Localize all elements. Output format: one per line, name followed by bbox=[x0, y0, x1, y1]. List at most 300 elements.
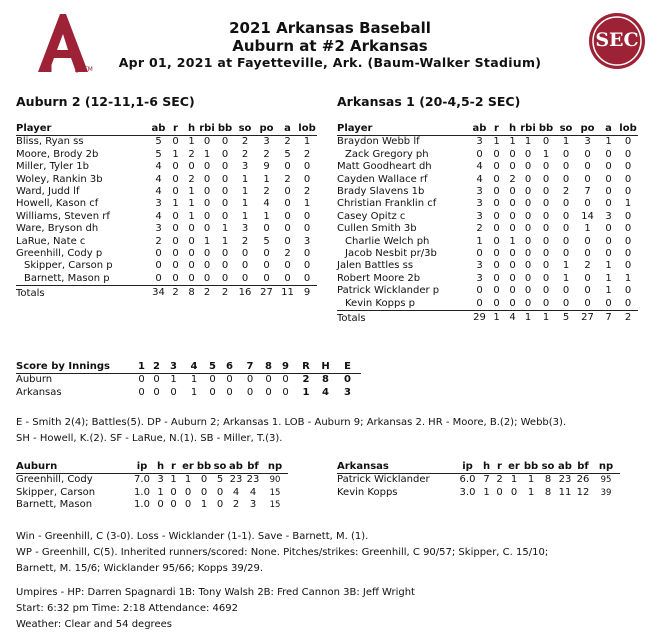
column-header-bb: bb bbox=[215, 123, 235, 136]
player-name: Cayden Wallace rf bbox=[337, 173, 428, 185]
column-header-a: a bbox=[278, 123, 297, 136]
stat-cell: 3.0 bbox=[459, 486, 476, 498]
stat-cell: 0 bbox=[562, 161, 570, 173]
column-header-po: po bbox=[255, 123, 278, 136]
totals-cell: 11 bbox=[281, 287, 294, 299]
stat-cell: 0 bbox=[221, 136, 229, 148]
inning-score: 0 bbox=[153, 374, 160, 386]
totals-cell: 2 bbox=[172, 287, 179, 299]
stat-cell: 2 bbox=[263, 186, 270, 198]
stat-cell: 3 bbox=[605, 210, 612, 222]
stat-cell: 0 bbox=[303, 260, 311, 272]
stat-cell: 0 bbox=[524, 186, 532, 198]
player-name: Ware, Bryson dh bbox=[16, 223, 99, 235]
totals-cell: 1 bbox=[542, 312, 550, 324]
stat-cell: 0 bbox=[509, 186, 516, 198]
batting-row bbox=[337, 223, 638, 235]
stat-cell: 0 bbox=[584, 198, 591, 210]
column-header-bf: bf bbox=[244, 461, 262, 474]
stat-cell: 1 bbox=[483, 486, 490, 498]
stat-cell: 0 bbox=[170, 486, 177, 498]
totals-cell: 27 bbox=[260, 287, 273, 299]
stat-cell: 0 bbox=[509, 210, 516, 222]
column-header-so: so bbox=[235, 123, 255, 136]
column-header-ip: ip bbox=[130, 461, 154, 474]
stat-cell: 1 bbox=[493, 136, 500, 148]
totals-row bbox=[16, 286, 317, 301]
stat-cell: 0 bbox=[167, 273, 184, 286]
linescore-team: Arkansas bbox=[16, 386, 62, 398]
umpires-line: Umpires - HP: Darren Spagnardi 1B: Tony Walsh 2B: Fred Cannon 3B: Jeff Wright bbox=[16, 587, 415, 598]
rhe-value: 3 bbox=[344, 386, 351, 398]
stat-cell: 0 bbox=[203, 223, 211, 235]
stat-cell: 0 bbox=[241, 248, 249, 260]
totals-cell: 2 bbox=[203, 287, 211, 299]
stat-cell: 0 bbox=[221, 173, 229, 185]
stat-cell: 2 bbox=[284, 136, 291, 148]
stat-cell: 0 bbox=[509, 260, 516, 272]
column-header-lob: lob bbox=[298, 123, 316, 134]
game-matchup: Auburn at #2 Arkansas bbox=[232, 37, 428, 55]
linescore-heading: Score by Innings bbox=[16, 361, 134, 374]
batting-row bbox=[337, 186, 638, 198]
stat-cell: 1 bbox=[303, 136, 311, 148]
stat-cell: 0 bbox=[471, 298, 488, 311]
stat-cell: 4 bbox=[155, 186, 162, 198]
stat-cell: 0 bbox=[188, 235, 195, 247]
stat-cell: 0 bbox=[562, 210, 570, 222]
column-header-r: r bbox=[167, 123, 184, 136]
stat-cell: 0 bbox=[505, 298, 520, 311]
stat-cell: 0 bbox=[221, 210, 229, 222]
stat-cell: 1.0 bbox=[134, 499, 150, 511]
pitcher-name: Patrick Wicklander bbox=[337, 474, 430, 486]
stat-cell: 1 bbox=[562, 136, 570, 148]
stat-cell: 0 bbox=[536, 298, 556, 311]
stat-cell: 0 bbox=[172, 260, 179, 272]
pitcher-name: Kevin Kopps bbox=[337, 486, 398, 498]
stat-cell: 0 bbox=[524, 223, 532, 235]
batting-row bbox=[16, 248, 317, 260]
stat-cell: 0 bbox=[493, 235, 500, 247]
stat-cell: 1 bbox=[605, 272, 612, 284]
stat-cell: 0 bbox=[624, 173, 632, 185]
stat-cell: 0 bbox=[184, 486, 192, 498]
stat-cell: 0 bbox=[542, 235, 550, 247]
inning-score: 0 bbox=[265, 374, 272, 386]
stat-cell: 1 bbox=[562, 260, 570, 272]
inning-header: 3 bbox=[164, 361, 183, 374]
pitching-team-heading: Arkansas bbox=[337, 461, 455, 474]
linescore-team: Auburn bbox=[16, 374, 53, 386]
stat-cell: 0 bbox=[263, 248, 270, 260]
column-header-player: Player bbox=[337, 123, 471, 136]
player-name: Howell, Kason cf bbox=[16, 198, 99, 210]
stat-cell: 95 bbox=[600, 475, 612, 486]
stat-cell: 4 bbox=[249, 486, 257, 498]
stat-cell: 0 bbox=[562, 148, 570, 160]
stat-cell: 0 bbox=[284, 260, 291, 272]
stat-cell: 0 bbox=[524, 248, 532, 260]
totals-cell: 2 bbox=[221, 287, 229, 299]
stat-cell: 1 bbox=[624, 198, 632, 210]
away-pitching-table bbox=[16, 461, 288, 512]
column-header-r: r bbox=[167, 461, 180, 474]
totals-label: Totals bbox=[16, 288, 45, 300]
stat-cell: 0 bbox=[509, 198, 516, 210]
inning-score: 0 bbox=[246, 374, 254, 386]
stat-cell: 1 bbox=[584, 223, 591, 235]
stat-cell: 0 bbox=[284, 223, 291, 235]
batting-row bbox=[337, 161, 638, 173]
stat-cell: 2 bbox=[241, 235, 249, 247]
stat-cell: 0 bbox=[605, 161, 612, 173]
stat-cell: 3 bbox=[476, 186, 483, 198]
inning-score: 0 bbox=[226, 374, 233, 386]
stat-cell: 0 bbox=[284, 186, 291, 198]
wp-pitches-line: WP - Greenhill, C(5). Inherited runners/scored: None. Pitches/strikes: Greenhill, C 90/57; Skipper, C. 15/10; bbox=[16, 547, 549, 558]
stat-cell: 0 bbox=[524, 198, 532, 210]
pitching-row bbox=[16, 499, 288, 511]
stat-cell: 90 bbox=[269, 475, 281, 486]
stat-cell: 7 bbox=[584, 186, 591, 198]
stat-cell: 0 bbox=[562, 223, 570, 235]
stat-cell: 0 bbox=[203, 186, 211, 198]
stat-cell: 0 bbox=[493, 272, 500, 284]
stat-cell: 3 bbox=[155, 223, 162, 235]
stat-cell: 3 bbox=[476, 260, 483, 272]
stat-cell: 0 bbox=[584, 235, 591, 247]
stat-cell: 6.0 bbox=[459, 474, 476, 486]
stat-cell: 0 bbox=[520, 298, 536, 311]
stat-cell: 0 bbox=[605, 235, 612, 247]
stat-cell: 0 bbox=[303, 248, 311, 260]
home-team-heading: Arkansas 1 (20-4,5-2 SEC) bbox=[337, 94, 521, 109]
stat-cell: 1 bbox=[172, 148, 179, 160]
stat-cell: 1 bbox=[524, 136, 532, 148]
batting-row bbox=[337, 174, 638, 186]
stat-cell: 0 bbox=[576, 298, 599, 311]
decisions-line: Win - Greenhill, C (3-0). Loss - Wicklander (1-1). Save - Barnett, M. (1). bbox=[16, 531, 369, 542]
stat-cell: 0 bbox=[303, 223, 311, 235]
stat-cell: 0 bbox=[172, 173, 179, 185]
stat-cell: 2 bbox=[241, 148, 249, 160]
stat-cell: 0 bbox=[605, 198, 612, 210]
stat-cell: 1 bbox=[188, 210, 195, 222]
batting-row bbox=[337, 298, 638, 311]
inning-score: 0 bbox=[282, 386, 289, 398]
stat-cell: 0 bbox=[235, 273, 255, 286]
stat-cell: 0 bbox=[188, 223, 195, 235]
column-header-h: h bbox=[480, 461, 493, 474]
player-name: Brady Slavens 1b bbox=[337, 186, 425, 198]
player-name: Patrick Wicklander p bbox=[337, 285, 440, 297]
stat-cell: 0 bbox=[297, 273, 317, 286]
player-name: Bliss, Ryan ss bbox=[16, 136, 84, 148]
stat-cell: 0 bbox=[599, 298, 618, 311]
totals-label: Totals bbox=[337, 313, 366, 325]
stat-cell: 11 bbox=[558, 486, 572, 498]
stat-cell: 3 bbox=[584, 136, 591, 148]
column-header-bf: bf bbox=[574, 461, 592, 474]
batting-row bbox=[337, 248, 638, 260]
stat-cell: 0 bbox=[542, 173, 550, 185]
column-header-ab: ab bbox=[151, 123, 166, 134]
batting-row bbox=[16, 223, 317, 235]
rhe-header: H bbox=[317, 361, 334, 374]
totals-cell: 29 bbox=[473, 312, 486, 324]
stat-cell: 0 bbox=[524, 148, 532, 160]
stat-cell: 3 bbox=[241, 223, 249, 235]
totals-cell: 27 bbox=[581, 312, 594, 324]
stat-cell: 1 bbox=[200, 499, 208, 511]
stat-cell: 0 bbox=[263, 260, 270, 272]
batting-row bbox=[337, 273, 638, 285]
stat-cell: 0 bbox=[278, 273, 297, 286]
stat-cell: 1 bbox=[203, 148, 211, 160]
inning-score: 1 bbox=[190, 386, 198, 398]
stat-cell: 1 bbox=[203, 235, 211, 247]
stat-cell: 4 bbox=[155, 210, 162, 222]
stat-cell: 5 bbox=[155, 136, 162, 148]
stat-cell: 0 bbox=[524, 235, 532, 247]
stat-cell: 0 bbox=[172, 223, 179, 235]
stat-cell: 0 bbox=[221, 148, 229, 160]
stat-cell: 2 bbox=[241, 136, 249, 148]
pitcher-name: Barnett, Mason bbox=[16, 499, 93, 511]
rhe-value: 2 bbox=[302, 374, 310, 386]
stat-cell: 7 bbox=[483, 474, 490, 486]
stat-cell: 0 bbox=[584, 272, 591, 284]
stat-cell: 3 bbox=[476, 198, 483, 210]
stat-cell: 0 bbox=[203, 260, 211, 272]
stat-cell: 0 bbox=[172, 235, 179, 247]
stat-cell: 0 bbox=[542, 272, 550, 284]
stat-cell: 0 bbox=[556, 298, 576, 311]
stat-cell: 2 bbox=[584, 260, 591, 272]
pitching-row bbox=[337, 487, 620, 499]
stat-cell: 4 bbox=[263, 198, 270, 210]
stat-cell: 0 bbox=[584, 285, 591, 297]
stat-cell: 8 bbox=[544, 474, 552, 486]
stat-cell: 1 bbox=[263, 173, 270, 185]
player-name: Barnett, Mason p bbox=[16, 273, 150, 286]
player-name: Robert Moore 2b bbox=[337, 272, 421, 284]
stat-cell: 0 bbox=[157, 499, 164, 511]
stat-cell: 4 bbox=[155, 161, 162, 173]
column-header-rbi: rbi bbox=[520, 123, 536, 134]
stat-cell: 0 bbox=[170, 499, 177, 511]
pitcher-name: Skipper, Carson bbox=[16, 486, 96, 498]
stat-cell: 0 bbox=[493, 186, 500, 198]
stat-cell: 0 bbox=[542, 186, 550, 198]
column-header-ip: ip bbox=[455, 461, 480, 474]
stat-cell: 0 bbox=[562, 173, 570, 185]
linescore-row bbox=[16, 387, 361, 399]
stat-cell: 0 bbox=[284, 210, 291, 222]
player-name: Moore, Brody 2b bbox=[16, 148, 99, 160]
stat-cell: 0 bbox=[203, 210, 211, 222]
column-header-ab: ab bbox=[556, 461, 574, 474]
batting-row bbox=[16, 273, 317, 286]
player-name: Woley, Rankin 3b bbox=[16, 173, 103, 185]
stat-cell: 1 bbox=[542, 148, 550, 160]
stat-cell: 0 bbox=[524, 285, 532, 297]
column-header-bb: bb bbox=[536, 123, 556, 136]
totals-cell: 8 bbox=[188, 287, 195, 299]
stat-cell: 0 bbox=[562, 248, 570, 260]
totals-cell: 4 bbox=[509, 312, 516, 324]
stat-cell: 3 bbox=[157, 474, 164, 486]
rhe-value: 0 bbox=[344, 374, 351, 386]
stat-cell: 0 bbox=[150, 273, 167, 286]
player-name: Ward, Judd lf bbox=[16, 186, 80, 198]
stat-cell: 0 bbox=[562, 198, 570, 210]
player-name: Braydon Webb lf bbox=[337, 136, 420, 148]
stat-cell: 1 bbox=[157, 486, 164, 498]
stat-cell: 0 bbox=[203, 173, 211, 185]
column-header-ab: ab bbox=[472, 123, 487, 134]
inning-score: 1 bbox=[190, 374, 198, 386]
stat-cell: 0 bbox=[624, 223, 632, 235]
stat-cell: 0 bbox=[172, 161, 179, 173]
totals-cell: 16 bbox=[238, 287, 252, 299]
stat-cell: 0 bbox=[215, 273, 235, 286]
stat-cell: 0 bbox=[203, 161, 211, 173]
stat-cell: 26 bbox=[576, 474, 590, 486]
stat-cell: 15 bbox=[269, 487, 281, 498]
column-header-np: np bbox=[262, 461, 288, 474]
stat-cell: 1 bbox=[221, 235, 229, 247]
stat-cell: 0 bbox=[199, 273, 215, 286]
stat-cell: 2 bbox=[263, 148, 270, 160]
stat-cell: 0 bbox=[200, 486, 208, 498]
stat-cell: 1 bbox=[605, 285, 612, 297]
player-name: Casey Opitz c bbox=[337, 210, 406, 222]
batting-row bbox=[16, 198, 317, 210]
batting-row bbox=[337, 149, 638, 161]
column-header-ab: ab bbox=[229, 461, 243, 472]
stat-cell: 0 bbox=[493, 285, 500, 297]
stat-cell: 0 bbox=[476, 248, 483, 260]
stat-cell: 0 bbox=[509, 272, 516, 284]
stat-cell: 5 bbox=[216, 474, 224, 486]
stat-cell: 0 bbox=[524, 161, 532, 173]
linescore-table bbox=[16, 361, 361, 399]
stat-cell: 0 bbox=[542, 136, 550, 148]
inning-score: 1 bbox=[170, 374, 177, 386]
stat-cell: 0 bbox=[524, 272, 532, 284]
inning-header: 6 bbox=[220, 361, 239, 374]
inning-score: 0 bbox=[209, 374, 216, 386]
stat-cell: 1 bbox=[527, 474, 535, 486]
away-team-heading: Auburn 2 (12-11,1-6 SEC) bbox=[16, 94, 195, 109]
stat-cell: 0 bbox=[605, 186, 612, 198]
stat-cell: 0 bbox=[476, 148, 483, 160]
column-header-h: h bbox=[505, 123, 520, 136]
inning-score: 0 bbox=[282, 374, 289, 386]
column-header-r: r bbox=[488, 123, 505, 136]
stat-cell: 1 bbox=[605, 136, 612, 148]
inning-score: 0 bbox=[209, 386, 216, 398]
stat-cell: 0 bbox=[303, 210, 311, 222]
stat-cell: 0 bbox=[624, 248, 632, 260]
stat-cell: 0 bbox=[542, 260, 550, 272]
batting-row bbox=[337, 136, 638, 149]
pitcher-name: Greenhill, Cody bbox=[16, 474, 93, 486]
stat-cell: 1 bbox=[241, 210, 249, 222]
totals-cell: 1 bbox=[493, 312, 500, 324]
stat-cell: 0 bbox=[624, 148, 632, 160]
stat-cell: 0 bbox=[221, 186, 229, 198]
stat-cell: 1 bbox=[562, 272, 570, 284]
stat-cell: 3 bbox=[303, 235, 311, 247]
inning-score: 0 bbox=[138, 386, 145, 398]
stat-cell: 2 bbox=[303, 186, 311, 198]
column-header-so: so bbox=[541, 461, 555, 472]
stat-cell: 1 bbox=[476, 235, 483, 247]
stat-cell: 0 bbox=[203, 198, 211, 210]
stat-cell: 0 bbox=[172, 136, 179, 148]
totals-cell: 1 bbox=[524, 312, 532, 324]
stat-cell: 9 bbox=[263, 161, 270, 173]
stat-cell: 1 bbox=[188, 136, 195, 148]
stat-cell: 0 bbox=[188, 248, 195, 260]
stat-cell: 0 bbox=[624, 260, 632, 272]
stat-cell: 0 bbox=[155, 260, 162, 272]
player-name: Jacob Nesbit pr/3b bbox=[345, 248, 437, 260]
batting-row bbox=[16, 236, 317, 248]
column-header-rbi: rbi bbox=[199, 123, 215, 134]
stat-cell: 0 bbox=[493, 223, 500, 235]
stat-cell: 0 bbox=[496, 486, 503, 498]
stat-cell: 0 bbox=[584, 248, 591, 260]
stat-cell: 0 bbox=[284, 161, 291, 173]
inning-score: 0 bbox=[246, 386, 254, 398]
stat-cell: 3 bbox=[476, 272, 483, 284]
stat-cell: 0 bbox=[605, 223, 612, 235]
stat-cell: 0 bbox=[172, 210, 179, 222]
column-header-so: so bbox=[213, 461, 227, 472]
stat-cell: 0 bbox=[584, 161, 591, 173]
stat-cell: 0 bbox=[624, 210, 632, 222]
stat-cell: 1 bbox=[509, 136, 516, 148]
inning-score: 0 bbox=[138, 374, 145, 386]
stat-cell: 39 bbox=[600, 487, 612, 498]
stat-cell: 0 bbox=[488, 298, 505, 311]
player-name: Williams, Steven rf bbox=[16, 210, 110, 222]
stat-cell: 1 bbox=[170, 474, 177, 486]
stat-cell: 4 bbox=[155, 173, 162, 185]
stat-cell: 1 bbox=[188, 186, 195, 198]
start-time-line: Start: 6:32 pm Time: 2:18 Attendance: 4692 bbox=[16, 603, 238, 614]
batting-row bbox=[16, 136, 317, 149]
stat-cell: 0 bbox=[200, 474, 208, 486]
stat-cell: 1 bbox=[172, 198, 179, 210]
rhe-value: 1 bbox=[302, 386, 310, 398]
page-title: 2021 Arkansas Baseball bbox=[229, 19, 431, 37]
stat-cell: 0 bbox=[493, 198, 500, 210]
stat-cell: 0 bbox=[188, 260, 195, 272]
stat-cell: 0 bbox=[263, 223, 270, 235]
stat-cell: 2 bbox=[562, 186, 570, 198]
home-batting-table bbox=[337, 123, 638, 326]
column-header-player: Player bbox=[16, 123, 150, 136]
stat-cell: 2 bbox=[232, 499, 240, 511]
stat-cell: 15 bbox=[269, 500, 281, 511]
stat-cell: 0 bbox=[476, 285, 483, 297]
stat-cell: 0 bbox=[172, 186, 179, 198]
